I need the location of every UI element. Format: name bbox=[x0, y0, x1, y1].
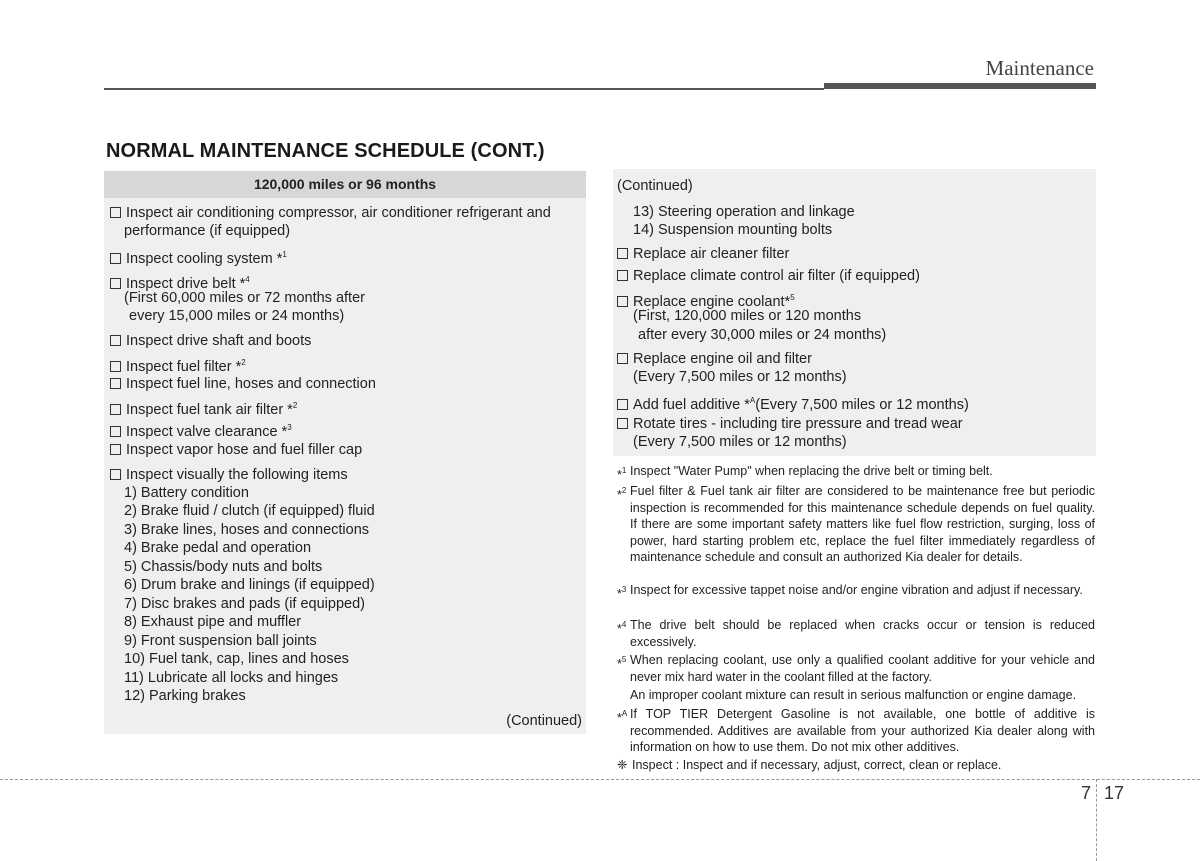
list-item: Inspect valve clearance *$^3$ bbox=[110, 419, 292, 441]
footnote: *$^4$ The drive belt should be replaced when cracks occur or tension is reduced excessively. bbox=[617, 618, 1095, 649]
header-rule-accent bbox=[824, 83, 1096, 89]
section-title: NORMAL MAINTENANCE SCHEDULE (CONT.) bbox=[106, 140, 545, 162]
list-item-continuation: performance (if equipped) bbox=[124, 223, 291, 239]
checkbox-icon bbox=[110, 404, 121, 415]
sub-item: 5) Chassis/body nuts and bolts bbox=[124, 559, 323, 575]
checkbox-icon bbox=[617, 399, 628, 410]
chapter-number: 7 bbox=[1081, 783, 1092, 803]
sub-item: 14) Suspension mounting bolts bbox=[633, 222, 833, 238]
checkbox-icon bbox=[617, 296, 628, 307]
checkbox-icon bbox=[110, 253, 121, 264]
sub-item: 12) Parking brakes bbox=[124, 688, 246, 704]
sub-item: 6) Drum brake and linings (if equipped) bbox=[124, 577, 375, 593]
list-item-continuation: (First 60,000 miles or 72 months after bbox=[124, 290, 365, 306]
header-title: Maintenance bbox=[985, 56, 1094, 80]
page-number: 17 bbox=[1104, 783, 1125, 803]
sub-item: 10) Fuel tank, cap, lines and hoses bbox=[124, 651, 349, 667]
list-item: Add fuel additive *$^A$(Every 7,500 miles or 12 months) bbox=[617, 392, 969, 414]
footnote: *$^3$ Inspect for excessive tappet noise and/or engine vibration and adjust if necessary. bbox=[617, 583, 1083, 601]
checkbox-icon bbox=[110, 426, 121, 437]
checkbox-icon bbox=[110, 335, 121, 346]
list-item: Inspect vapor hose and fuel filler cap bbox=[110, 441, 362, 459]
sub-item: 9) Front suspension ball joints bbox=[124, 633, 317, 649]
list-item-continuation: (Every 7,500 miles or 12 months) bbox=[633, 369, 847, 385]
list-item: Replace engine coolant*$^5$ bbox=[617, 289, 795, 311]
footnote: *$^1$ Inspect "Water Pump" when replacing the drive belt or timing belt. bbox=[617, 464, 993, 482]
list-item-continuation: every 15,000 miles or 24 months) bbox=[129, 308, 345, 324]
list-item: Inspect air conditioning compressor, air conditioner refrigerant and bbox=[110, 204, 551, 222]
sub-item: 3) Brake lines, hoses and connections bbox=[124, 522, 370, 538]
checkbox-icon bbox=[110, 361, 121, 372]
schedule-right-panel bbox=[613, 169, 1096, 456]
list-item: Inspect fuel line, hoses and connection bbox=[110, 375, 376, 393]
checkbox-icon bbox=[110, 444, 121, 455]
checkbox-icon bbox=[110, 278, 121, 289]
list-item: Replace climate control air filter (if equipped) bbox=[617, 267, 920, 285]
footnote: ❈ Inspect : Inspect and if necessary, adjust, correct, clean or replace. bbox=[617, 758, 1002, 772]
checkbox-icon bbox=[110, 469, 121, 480]
footnote: *$^A$ If TOP TIER Detergent Gasoline is not available, one bottle of additive is recommended. Additives are available from your authorized Kia dealer along with information on how to use them. Do not mix other additives. bbox=[617, 707, 1095, 754]
footnote: An improper coolant mixture can result in serious malfunction or engine damage. bbox=[630, 688, 1077, 702]
asterisk-icon: ❈ bbox=[617, 758, 628, 772]
sub-item: 11) Lubricate all locks and hinges bbox=[124, 670, 339, 686]
list-item-continuation: after every 30,000 miles or 24 months) bbox=[638, 327, 887, 343]
checkbox-icon bbox=[617, 248, 628, 259]
schedule-left-panel bbox=[104, 171, 586, 734]
continued-label: (Continued) bbox=[617, 178, 693, 194]
list-item: Inspect visually the following items bbox=[110, 466, 348, 484]
list-item: Inspect drive shaft and boots bbox=[110, 332, 311, 350]
checkbox-icon bbox=[110, 207, 121, 218]
checkbox-icon bbox=[617, 418, 628, 429]
footnote: *$^2$ Fuel filter & Fuel tank air filter are considered to be maintenance free but periodic inspection is recommended for this maintenance schedule depends on fuel quality. If there are some important safety matters like fuel flow restriction, surging, loss of power, hard starting problem etc, replace the fuel filter immediately regardless of maintenance schedule and consult an authorized Kia dealer for details. bbox=[617, 484, 1095, 564]
sub-item: 8) Exhaust pipe and muffler bbox=[124, 614, 302, 630]
header-rule bbox=[104, 88, 824, 90]
footnote: *$^5$ When replacing coolant, use only a qualified coolant additive for your vehicle and never mix hard water in the coolant filled at the factory. bbox=[617, 653, 1095, 684]
list-item: Rotate tires - including tire pressure and tread wear bbox=[617, 415, 963, 433]
list-item: Inspect fuel tank air filter *$^2$ bbox=[110, 397, 297, 419]
footer-divider bbox=[1096, 779, 1097, 861]
list-item: Inspect drive belt *$^4$ bbox=[110, 271, 250, 293]
checkbox-icon bbox=[617, 353, 628, 364]
list-item: Replace air cleaner filter bbox=[617, 245, 789, 263]
checkbox-icon bbox=[110, 378, 121, 389]
list-item: Inspect cooling system *$^1$ bbox=[110, 246, 287, 268]
footer-dashed-rule bbox=[0, 779, 1200, 780]
list-item: Replace engine oil and filter bbox=[617, 350, 812, 368]
list-item: Inspect fuel filter *$^2$ bbox=[110, 354, 246, 376]
sub-item: 1) Battery condition bbox=[124, 485, 249, 501]
list-item-continuation: (First, 120,000 miles or 120 months bbox=[633, 308, 862, 324]
sub-item: 7) Disc brakes and pads (if equipped) bbox=[124, 596, 365, 612]
list-item-continuation: (Every 7,500 miles or 12 months) bbox=[633, 434, 847, 450]
continued-label: (Continued) bbox=[506, 713, 582, 729]
sub-item: 13) Steering operation and linkage bbox=[633, 204, 855, 220]
schedule-interval-heading: 120,000 miles or 96 months bbox=[104, 171, 586, 198]
checkbox-icon bbox=[617, 270, 628, 281]
sub-item: 4) Brake pedal and operation bbox=[124, 540, 312, 556]
sub-item: 2) Brake fluid / clutch (if equipped) fluid bbox=[124, 503, 375, 519]
